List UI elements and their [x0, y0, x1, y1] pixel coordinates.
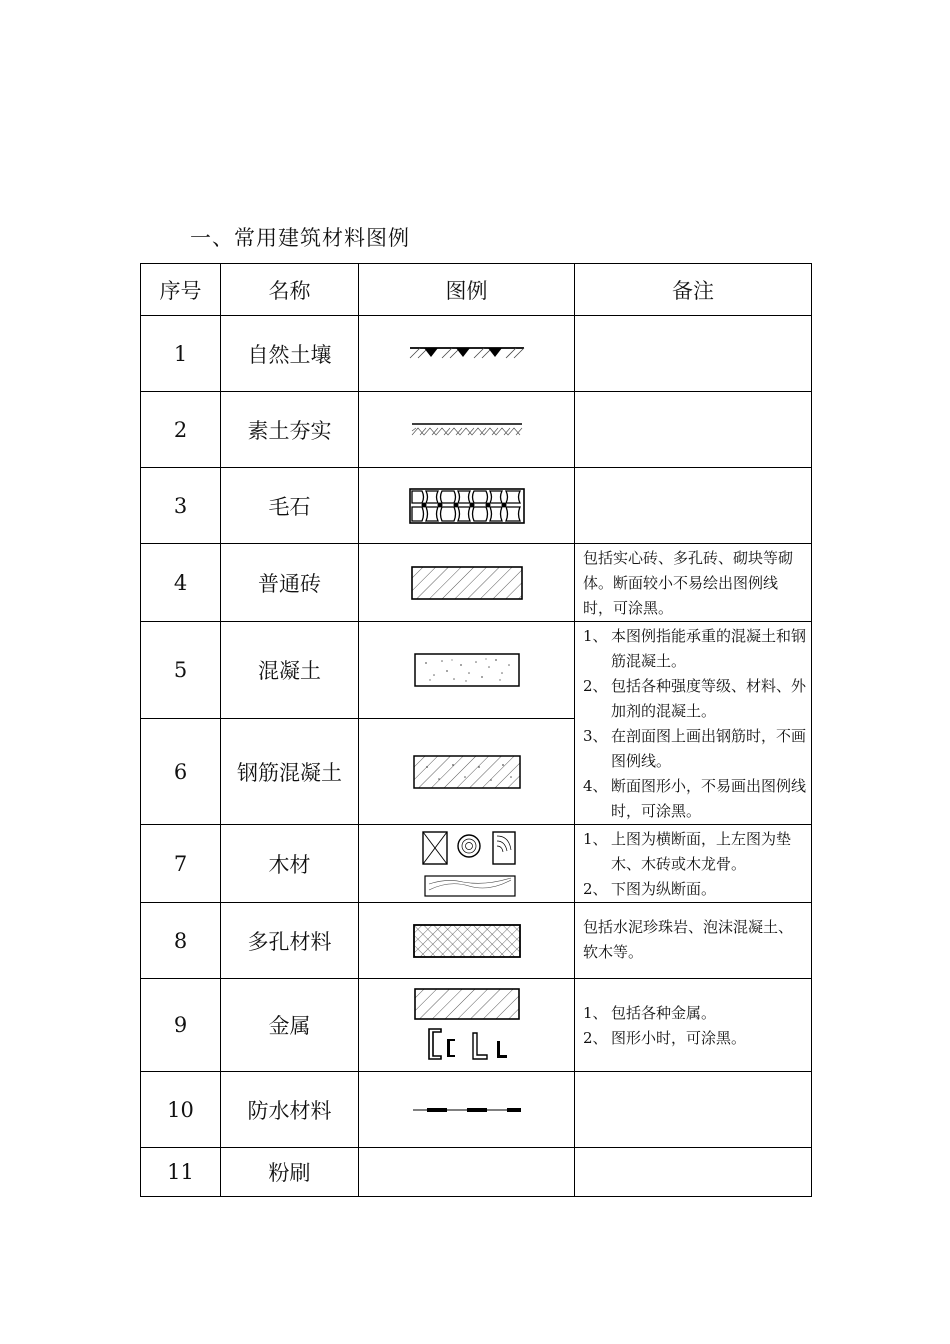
- page-title: 一、常用建筑材料图例: [190, 226, 410, 250]
- row-no: 7: [141, 825, 221, 903]
- row-name: 毛石: [221, 468, 359, 544]
- table-row: [141, 392, 812, 468]
- porous-material-hatch-icon: [413, 924, 521, 958]
- table-row: [141, 468, 812, 544]
- table-row: [141, 903, 812, 979]
- table-row: [141, 622, 812, 719]
- table-row: [141, 825, 812, 903]
- concrete-hatch-icon: [414, 653, 520, 687]
- row-no: 8: [141, 903, 221, 979]
- row-note-metal: [575, 979, 812, 1072]
- row-no: 11: [141, 1148, 221, 1197]
- list-item: 2、 图形小时，可涂黑。: [583, 1029, 747, 1047]
- row-note-concrete: [575, 622, 812, 825]
- waterproof-line-icon: [411, 1105, 523, 1115]
- list-item: 1、 上图为横断面，上左图为垫木、木砖或木龙骨。: [583, 830, 792, 873]
- row-no: 3: [141, 468, 221, 544]
- row-no: 5: [141, 622, 221, 719]
- list-item: 4、 断面图形小，不易画出图例线时，可涂黑。: [583, 777, 807, 820]
- row-no: 2: [141, 392, 221, 468]
- row-name: 多孔材料: [221, 903, 359, 979]
- materials-legend-table: [140, 263, 812, 1197]
- header-legend: 图例: [359, 264, 575, 316]
- row-note-porous: 包括水泥珍珠岩、泡沫混凝土、软木等。: [575, 903, 812, 979]
- table-header-row: [141, 264, 812, 316]
- row-name: 自然土壤: [221, 316, 359, 392]
- list-item: 1、 包括各种金属。: [583, 1004, 717, 1022]
- row-no: 10: [141, 1072, 221, 1148]
- header-no: 序号: [141, 264, 221, 316]
- metal-hatch-icon: [413, 987, 521, 1063]
- row-name: 粉刷: [221, 1148, 359, 1197]
- header-name: 名称: [221, 264, 359, 316]
- row-name: 混凝土: [221, 622, 359, 719]
- header-remark: 备注: [575, 264, 812, 316]
- compacted-soil-hatch-icon: [410, 421, 524, 439]
- row-no: 9: [141, 979, 221, 1072]
- row-name: 金属: [221, 979, 359, 1072]
- timber-hatch-icon: [417, 830, 517, 898]
- row-name: 普通砖: [221, 544, 359, 622]
- row-name: 素土夯实: [221, 392, 359, 468]
- list-item: 2、 包括各种强度等级、材料、外加剂的混凝土。: [583, 677, 807, 720]
- list-item: 3、 在剖面图上画出钢筋时，不画图例线。: [583, 727, 807, 770]
- row-no: 6: [141, 719, 221, 825]
- reinforced-concrete-hatch-icon: [413, 755, 521, 789]
- row-name: 防水材料: [221, 1072, 359, 1148]
- table-row: [141, 979, 812, 1072]
- row-no: 1: [141, 316, 221, 392]
- brick-hatch-icon: [411, 566, 523, 600]
- list-item: 1、 本图例指能承重的混凝土和钢筋混凝土。: [583, 627, 807, 670]
- row-name: 木材: [221, 825, 359, 903]
- table-row: [141, 544, 812, 622]
- list-item: 2、 下图为纵断面。: [583, 880, 717, 898]
- row-note-timber: [575, 825, 812, 903]
- row-no: 4: [141, 544, 221, 622]
- table-row: [141, 1072, 812, 1148]
- table-row: [141, 1148, 812, 1197]
- row-note-brick: 包括实心砖、多孔砖、砌块等砌体。断面较小不易绘出图例线时，可涂黑。: [575, 544, 812, 622]
- table-row: [141, 316, 812, 392]
- rubble-stone-hatch-icon: [408, 487, 526, 525]
- row-name: 钢筋混凝土: [221, 719, 359, 825]
- natural-soil-hatch-icon: [408, 342, 526, 366]
